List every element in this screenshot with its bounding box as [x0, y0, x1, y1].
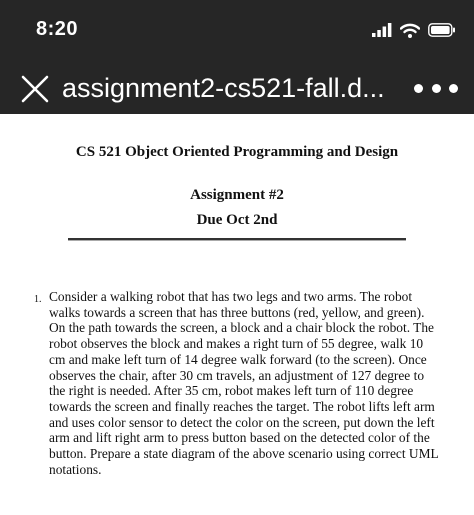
more-options-button[interactable] [414, 76, 458, 100]
question-text: Consider a walking robot that has two legs and two arms. The robot walks towards a screen that has three buttons (red, yellow, and green). On the path towards the screen, a block and a chair block the robot. The robot observes the block and makes a right turn of 55 degree, walk 10 cm and make left turn of 14 degree walk forward (to the screen). Once observes the chair, after 30 cm travels, an adjustment of 127 degree to the right is needed. After 35 cm, robot makes left turn of 110 degree towards the screen and finally reaches the target. The robot lifts left arm and uses color sensor to detect the color on the screen, put down the left arm and lift right arm to press button based on the detected color of the button. Prepare a state diagram of the above scenario using correct UML notations. [49, 289, 439, 477]
more-options-icon-dot [432, 84, 441, 93]
document-nav-bar [0, 62, 474, 114]
horizontal-rule [68, 238, 406, 240]
course-title: CS 521 Object Oriented Programming and Design [75, 144, 399, 160]
status-time: 8:20 [36, 18, 79, 40]
status-icons [372, 20, 456, 40]
close-icon [20, 74, 50, 104]
due-date: Due Oct 2nd [196, 212, 278, 228]
top-toolbar [0, 0, 474, 114]
more-options-icon [414, 84, 423, 93]
cellular-signal-icon [372, 23, 392, 37]
close-button[interactable] [20, 74, 50, 104]
wifi-icon [400, 23, 420, 38]
document-title: assignment2-cs521-fall.d... [62, 73, 385, 103]
document-page[interactable] [0, 114, 474, 515]
question-number: 1. [34, 294, 42, 305]
battery-icon [428, 23, 456, 37]
more-options-icon-dot [449, 84, 458, 93]
assignment-heading: Assignment #2 [190, 187, 284, 203]
